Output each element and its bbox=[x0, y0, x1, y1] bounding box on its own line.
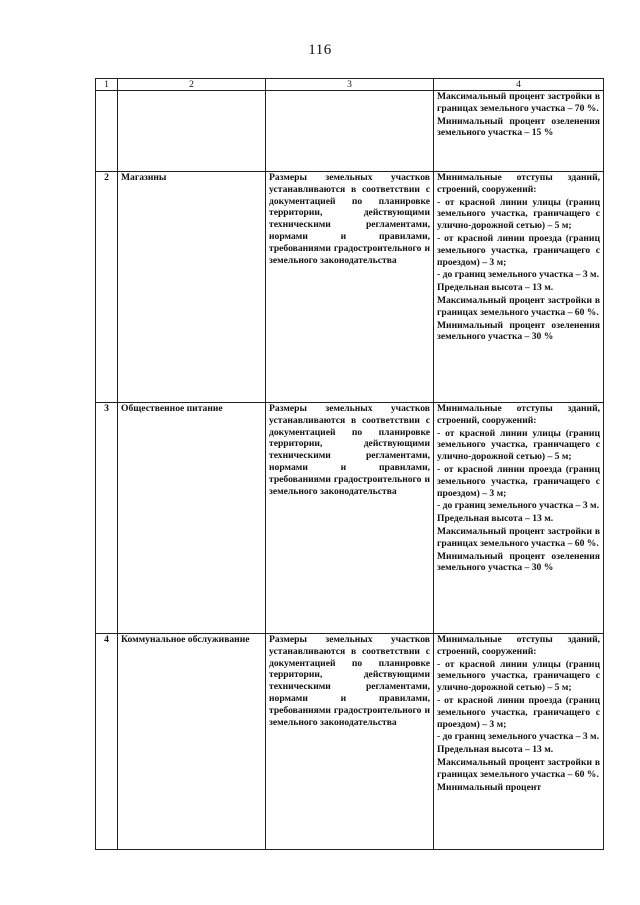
param-line: - до границ земельного участка – 3 м. bbox=[437, 500, 599, 512]
param-line: - от красной линии улицы (границ земельного участка, граничащего с улично-дорожной сетью) – 5 м; bbox=[437, 427, 600, 463]
param-line: Минимальный процент bbox=[437, 781, 542, 793]
param-line: Максимальный процент застройки в границах земельного участка – 60 %. bbox=[437, 525, 600, 549]
land-use-type: Коммунальное обслуживание bbox=[118, 634, 266, 850]
param-line: - от красной линии проезда (границ земельного участка, граничащего с проездом) – 3 м; bbox=[437, 463, 600, 499]
param-line: Предельная высота – 13 м. bbox=[437, 513, 554, 525]
param-line: Предельная высота – 13 м. bbox=[437, 282, 554, 294]
param-line: Минимальные отступы зданий, строений, сооружений: bbox=[437, 172, 600, 195]
cell-params bbox=[434, 91, 604, 172]
plot-size-text: Размеры земельных участков устанавливаются в соответствии с документацией по планировке территории, действующими техническими регламентами, нормами и правилами, требованиями градостроительного и земельного законодательства bbox=[266, 634, 434, 850]
header-row bbox=[96, 79, 604, 91]
param-line: Минимальные отступы зданий, строений, сооружений: bbox=[437, 403, 600, 426]
table-row bbox=[96, 172, 604, 403]
param-line: Минимальный процент озеленения земельного участка – 30 % bbox=[437, 550, 600, 574]
header-cell-2: 2 bbox=[118, 79, 266, 91]
cell-params bbox=[434, 172, 604, 403]
page-number: 116 bbox=[308, 42, 332, 58]
header-cell-3: 3 bbox=[266, 79, 434, 91]
param-line: Минимальный процент озеленения земельного участка – 15 % bbox=[437, 115, 600, 139]
cell-params bbox=[434, 403, 604, 634]
param-line: - до границ земельного участка – 3 м. bbox=[437, 269, 599, 281]
param-line: - от красной линии улицы (границ земельного участка, граничащего с улично-дорожной сетью) – 5 м; bbox=[437, 658, 600, 694]
plot-size-text: Размеры земельных участков устанавливаются в соответствии с документацией по планировке территории, действующими техническими регламентами, нормами и правилами, требованиями градостроительного и земельного законодательства bbox=[266, 172, 434, 403]
regulations-table bbox=[95, 78, 604, 850]
param-line: Максимальный процент застройки в границах земельного участка – 60 %. bbox=[437, 756, 600, 780]
param-line: Минимальный процент озеленения земельного участка – 30 % bbox=[437, 319, 600, 343]
table-row bbox=[96, 403, 604, 634]
row-number: 4 bbox=[96, 634, 118, 850]
param-line: - от красной линии проезда (границ земельного участка, граничащего с проездом) – 3 м; bbox=[437, 694, 600, 730]
land-use-type: Общественное питание bbox=[118, 403, 266, 634]
cell-use-empty bbox=[118, 91, 266, 172]
row-number: 3 bbox=[96, 403, 118, 634]
param-line: - до границ земельного участка – 3 м. bbox=[437, 731, 599, 743]
table-row bbox=[96, 634, 604, 850]
param-line: - от красной линии проезда (границ земельного участка, граничащего с проездом) – 3 м; bbox=[437, 232, 600, 268]
param-line: - от красной линии улицы (границ земельного участка, граничащего с улично-дорожной сетью) – 5 м; bbox=[437, 196, 600, 232]
land-use-type: Магазины bbox=[118, 172, 266, 403]
param-line: Максимальный процент застройки в границах земельного участка – 70 %. bbox=[437, 91, 600, 114]
param-line: Максимальный процент застройки в границах земельного участка – 60 %. bbox=[437, 294, 600, 318]
table-row-continuation bbox=[96, 91, 604, 172]
header-cell-4: 4 bbox=[434, 79, 604, 91]
cell-params bbox=[434, 634, 604, 850]
cell-num-empty bbox=[96, 91, 118, 172]
cell-size-empty bbox=[266, 91, 434, 172]
plot-size-text: Размеры земельных участков устанавливаются в соответствии с документацией по планировке территории, действующими техническими регламентами, нормами и правилами, требованиями градостроительного и земельного законодательства bbox=[266, 403, 434, 634]
param-line: Минимальные отступы зданий, строений, сооружений: bbox=[437, 634, 600, 657]
param-line: Предельная высота – 13 м. bbox=[437, 744, 554, 756]
row-number: 2 bbox=[96, 172, 118, 403]
header-cell-1: 1 bbox=[96, 79, 118, 91]
